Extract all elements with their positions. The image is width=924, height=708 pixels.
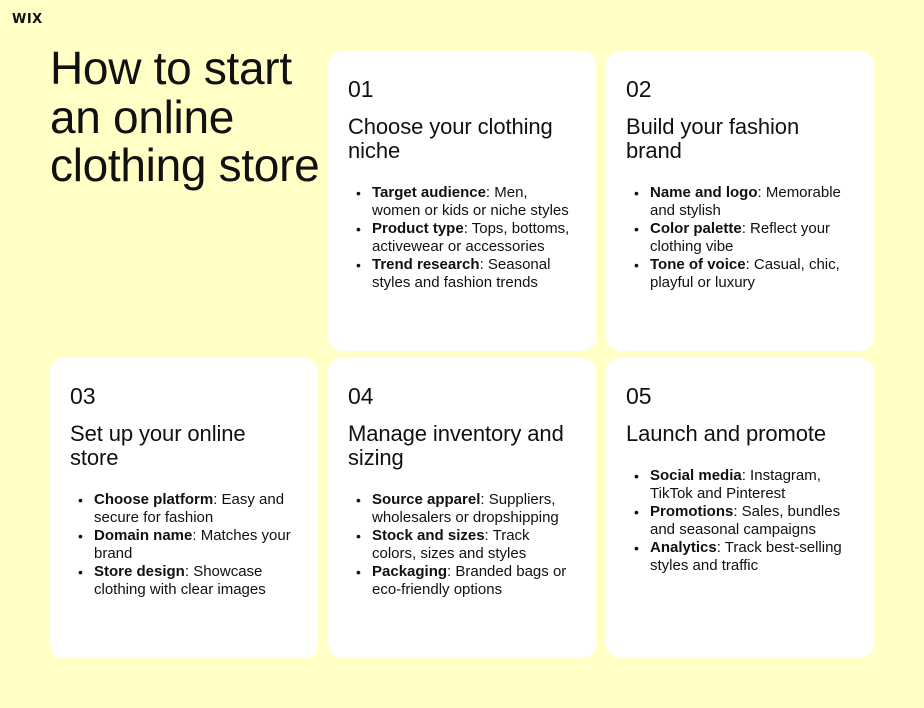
item-text: : Instagram, TikTok and Pinterest	[650, 467, 821, 502]
step-list	[348, 491, 576, 599]
step-number: 04	[348, 383, 374, 409]
item-term: Store design	[94, 563, 185, 580]
step-number: 03	[70, 383, 96, 409]
page-title: How to start an online clothing store	[50, 42, 320, 191]
step-list	[626, 467, 854, 575]
list-item	[630, 467, 854, 503]
list-item	[630, 256, 854, 292]
item-term: Domain name	[94, 527, 193, 544]
item-text: : Matches your brand	[94, 527, 291, 562]
bullet-icon: •	[356, 185, 361, 201]
list-item	[352, 220, 576, 256]
list-item	[630, 539, 854, 575]
wix-logo: WIX	[12, 12, 43, 27]
step-card-05	[606, 358, 874, 658]
item-term: Social media	[650, 467, 742, 484]
item-term: Choose platform	[94, 491, 214, 508]
item-text: : Memorable and stylish	[650, 184, 841, 219]
item-term: Target audience	[372, 184, 486, 201]
bullet-icon: •	[634, 257, 639, 273]
step-list	[626, 184, 854, 292]
item-text: : Men, women or kids or niche styles	[372, 184, 569, 219]
item-term: Promotions	[650, 503, 734, 520]
list-item	[74, 563, 298, 599]
bullet-icon: •	[356, 257, 361, 273]
item-term: Source apparel	[372, 491, 481, 508]
bullet-icon: •	[634, 504, 639, 520]
list-item	[74, 491, 298, 527]
item-text: : Branded bags or eco-friendly options	[372, 563, 567, 598]
list-item	[630, 503, 854, 539]
list-item	[352, 256, 576, 292]
step-heading: Manage inventory and sizing	[348, 421, 564, 470]
item-term: Product type	[372, 220, 464, 237]
bullet-icon: •	[634, 540, 639, 556]
bullet-icon: •	[634, 221, 639, 237]
bullet-icon: •	[78, 528, 83, 544]
item-text: : Sales, bundles and seasonal campaigns	[650, 503, 841, 538]
step-heading: Build your fashion brand	[626, 114, 800, 163]
item-term: Analytics	[650, 539, 717, 556]
step-number: 02	[626, 76, 652, 102]
item-text: : Showcase clothing with clear images	[94, 563, 266, 598]
bullet-icon: •	[78, 492, 83, 508]
step-heading: Launch and promote	[626, 421, 827, 446]
step-card-03	[50, 358, 318, 658]
item-term: Name and logo	[650, 184, 758, 201]
list-item	[630, 184, 854, 220]
item-term: Packaging	[372, 563, 448, 580]
list-item	[352, 491, 576, 527]
list-item	[74, 527, 298, 563]
item-term: Trend research	[372, 256, 480, 273]
step-number: 01	[348, 76, 374, 102]
list-item	[352, 184, 576, 220]
step-card-04	[328, 358, 596, 658]
item-term: Color palette	[650, 220, 742, 237]
list-item	[352, 563, 576, 599]
step-list	[348, 184, 576, 292]
item-text: : Track colors, sizes and styles	[372, 527, 530, 562]
bullet-icon: •	[634, 468, 639, 484]
item-text: : Casual, chic, playful or luxury	[650, 256, 840, 291]
bullet-icon: •	[356, 528, 361, 544]
item-text: : Track best-selling styles and traffic	[650, 539, 842, 574]
bullet-icon: •	[356, 492, 361, 508]
bullet-icon: •	[356, 564, 361, 580]
step-card-01	[328, 51, 596, 351]
item-text: : Seasonal styles and fashion trends	[372, 256, 551, 291]
item-term: Stock and sizes	[372, 527, 485, 544]
item-text: : Easy and secure for fashion	[94, 491, 285, 526]
step-heading: Set up your online store	[70, 421, 246, 470]
step-list	[70, 491, 298, 599]
list-item	[352, 527, 576, 563]
bullet-icon: •	[634, 185, 639, 201]
bullet-icon: •	[78, 564, 83, 580]
step-number: 05	[626, 383, 652, 409]
item-text: : Suppliers, wholesalers or dropshipping	[372, 491, 559, 526]
item-text: : Tops, bottoms, activewear or accessories	[372, 220, 570, 255]
item-text: : Reflect your clothing vibe	[650, 220, 831, 255]
step-heading: Choose your clothing niche	[348, 114, 553, 163]
item-term: Tone of voice	[650, 256, 746, 273]
list-item	[630, 220, 854, 256]
step-card-02	[606, 51, 874, 351]
bullet-icon: •	[356, 221, 361, 237]
